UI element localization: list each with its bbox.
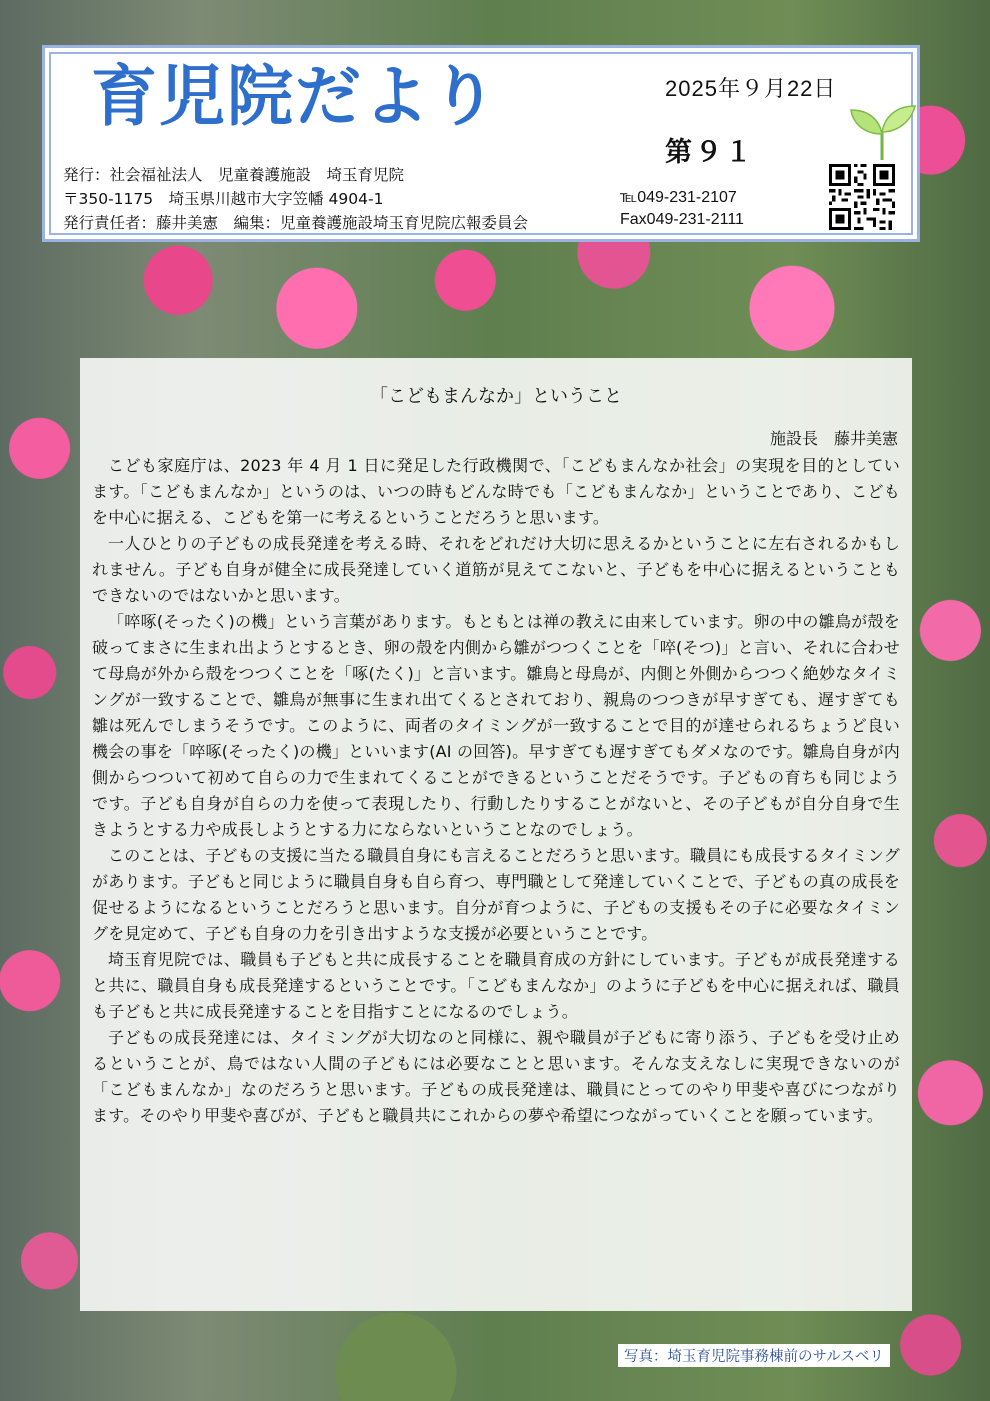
photo-caption: 写真：埼玉育児院事務棟前のサルスベリ — [618, 1344, 890, 1367]
article-paragraph: こども家庭庁は、2023 年 4 月 1 日に発足した行政機関で、「こどもまんなか社会」の実現を目的としています。「こどもまんなか」というのは、いつの時もどんな時でも「こどもまんなか」ということであり、こどもを中心に据える、こどもを第一に考えるということだろうと思います。 — [92, 456, 900, 527]
article-paragraph: 「啐啄(そったく)の機」という言葉があります。もともとは禅の教えに由来しています。卵の中の雛鳥が殻を破ってまさに生まれ出ようとするとき、卵の殻を内側から雛がつつくことを「啐(そつ)」と言い、それに合わせて母鳥が外から殻をつつくことを「啄(たく)」と言います。雛鳥と母鳥が、内側と外側からつつく絶妙なタイミングが一致することで、雛鳥が無事に生まれ出てくるとされており、親鳥のつつきが早すぎても、遅すぎても雛は死んでしまうそうです。このように、両者のタイミングが一致することで目的が達せられるちょうど良い機会の事を「啐啄(そったく)の機」といいます(AI の回答)。早すぎても遅すぎてもダメなのです。雛鳥自身が内側からつついて初めて自らの力で生まれてくることができるということだそうです。子どもの育ちも同じようです。子ども自身が自らの力を使って表現したり、行動したりすることがないと、その子どもが自分自身で生きようとする力や成長しようとする力にならないということなのでしょう。 — [92, 612, 900, 839]
tel-number: ℡049-231-2107 — [620, 189, 737, 206]
fax-number: Fax049-231-2111 — [620, 211, 744, 228]
newsletter-header — [42, 45, 920, 242]
issue-number: 第９１ — [665, 137, 755, 168]
article-panel — [80, 358, 912, 1311]
issue-date: 2025年９月22日 — [665, 76, 837, 101]
article-paragraph: 子どもの成長発達には、タイミングが大切なのと同様に、親や職員が子どもに寄り添う、子どもを受け止めるということが、鳥ではない人間の子どもには必要なことと思います。そんな支えなしに実現できないのが「こどもまんなか」なのだろうと思います。子どもの成長発達は、職員にとってのやり甲斐や喜びにつながります。そのやり甲斐や喜びが、子どもと職員共にこれからの夢や希望につながっていくことを願っています。 — [92, 1028, 900, 1125]
article-paragraph: このことは、子どもの支援に当たる職員自身にも言えることだろうと思います。職員にも成長するタイミングがあります。子どもと同じように職員自身も自ら育つ、専門職として発達していくことで、子どもの真の成長を促せるようになるということだろうと思います。自分が育つように、子どもの支援もその子に必要なタイミングを見定めて、子ども自身の力を引き出すような支援が必要ということです。 — [92, 846, 900, 943]
publisher-line: 発行：社会福祉法人 児童養護施設 埼玉育児院 — [63, 166, 405, 184]
address-line: 〒350-1175 埼玉県川越市大字笠幡 4904-1 — [63, 190, 384, 208]
article-paragraph: 埼玉育児院では、職員も子どもと共に成長することを職員育成の方針にしています。子どもが成長発達すると共に、職員自身も成長発達するということです。「こどもまんなか」のように子どもを中心に据えれば、職員も子どもと共に成長発達することを目指すことになるのでしょう。 — [92, 950, 900, 1021]
sprout-icon — [845, 102, 919, 162]
newsletter-title: 育児院だより — [91, 58, 499, 135]
article-author: 施設長 藤井美憲 — [769, 429, 898, 448]
article-title: 「こどもまんなか」ということ — [370, 386, 622, 407]
article-paragraph: 一人ひとりの子どもの成長発達を考える時、それをどれだけ大切に思えるかということに左右されるかもしれません。子ども自身が健全に成長発達していく道筋が見えてこないと、子どもを中心に据えるということもできないのではないかと思います。 — [92, 534, 900, 605]
responsible-line: 発行責任者：藤井美憲 編集：児童養護施設埼玉育児院広報委員会 — [63, 214, 529, 232]
qr-code-icon[interactable] — [829, 164, 895, 230]
